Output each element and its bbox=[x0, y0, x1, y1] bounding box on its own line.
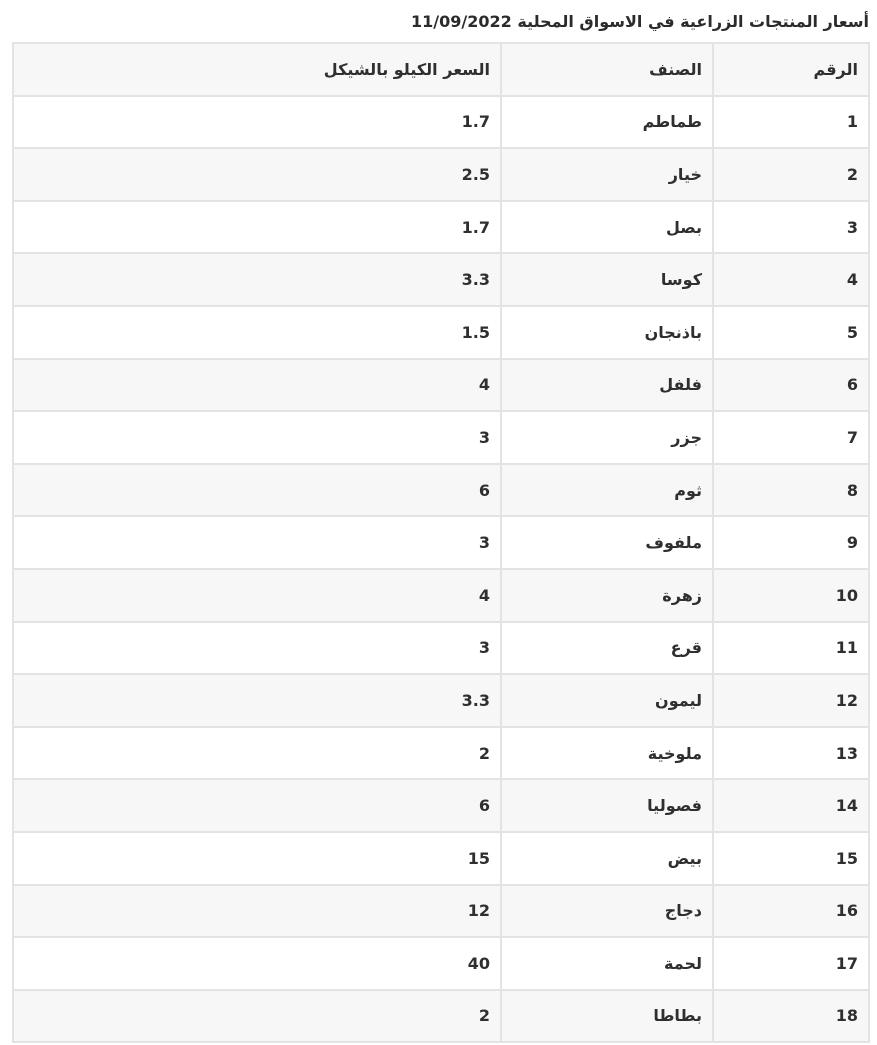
table-row bbox=[13, 622, 869, 675]
table-row bbox=[13, 516, 869, 569]
cell-price: 1.7 bbox=[13, 96, 501, 149]
cell-price: 40 bbox=[13, 937, 501, 990]
cell-number: 7 bbox=[713, 411, 869, 464]
cell-number: 16 bbox=[713, 885, 869, 938]
table-row bbox=[13, 96, 869, 149]
cell-item: جزر bbox=[501, 411, 713, 464]
cell-number: 18 bbox=[713, 990, 869, 1043]
header-price: السعر الكيلو بالشيكل bbox=[13, 43, 501, 96]
cell-number: 6 bbox=[713, 359, 869, 412]
cell-item: خيار bbox=[501, 148, 713, 201]
cell-price: 6 bbox=[13, 464, 501, 517]
table-row bbox=[13, 359, 869, 412]
cell-item: فلفل bbox=[501, 359, 713, 412]
cell-price: 1.7 bbox=[13, 201, 501, 254]
cell-price: 15 bbox=[13, 832, 501, 885]
cell-number: 13 bbox=[713, 727, 869, 780]
cell-number: 8 bbox=[713, 464, 869, 517]
table-row bbox=[13, 727, 869, 780]
cell-price: 2.5 bbox=[13, 148, 501, 201]
table-row bbox=[13, 201, 869, 254]
cell-item: قرع bbox=[501, 622, 713, 675]
cell-item: ثوم bbox=[501, 464, 713, 517]
cell-price: 12 bbox=[13, 885, 501, 938]
cell-price: 3 bbox=[13, 411, 501, 464]
cell-number: 5 bbox=[713, 306, 869, 359]
cell-number: 14 bbox=[713, 779, 869, 832]
cell-price: 4 bbox=[13, 569, 501, 622]
cell-item: ليمون bbox=[501, 674, 713, 727]
prices-table bbox=[12, 42, 870, 1043]
table-row bbox=[13, 464, 869, 517]
table-row bbox=[13, 779, 869, 832]
header-item: الصنف bbox=[501, 43, 713, 96]
cell-number: 15 bbox=[713, 832, 869, 885]
table-row bbox=[13, 937, 869, 990]
cell-item: طماطم bbox=[501, 96, 713, 149]
cell-item: ملفوف bbox=[501, 516, 713, 569]
page-title: أسعار المنتجات الزراعية في الاسواق المحلية 11/09/2022 bbox=[411, 12, 869, 31]
cell-number: 4 bbox=[713, 253, 869, 306]
cell-item: بطاطا bbox=[501, 990, 713, 1043]
cell-price: 2 bbox=[13, 990, 501, 1043]
cell-price: 6 bbox=[13, 779, 501, 832]
cell-item: كوسا bbox=[501, 253, 713, 306]
table-row bbox=[13, 885, 869, 938]
cell-item: دجاج bbox=[501, 885, 713, 938]
cell-number: 9 bbox=[713, 516, 869, 569]
table-row bbox=[13, 411, 869, 464]
cell-item: باذنجان bbox=[501, 306, 713, 359]
cell-item: ملوخية bbox=[501, 727, 713, 780]
table-row bbox=[13, 569, 869, 622]
cell-number: 17 bbox=[713, 937, 869, 990]
table-row bbox=[13, 674, 869, 727]
cell-price: 1.5 bbox=[13, 306, 501, 359]
table-header-row bbox=[13, 43, 869, 96]
cell-number: 10 bbox=[713, 569, 869, 622]
cell-number: 1 bbox=[713, 96, 869, 149]
cell-price: 3 bbox=[13, 622, 501, 675]
cell-number: 3 bbox=[713, 201, 869, 254]
cell-item: زهرة bbox=[501, 569, 713, 622]
cell-item: بصل bbox=[501, 201, 713, 254]
cell-item: لحمة bbox=[501, 937, 713, 990]
cell-number: 11 bbox=[713, 622, 869, 675]
cell-price: 2 bbox=[13, 727, 501, 780]
cell-price: 3 bbox=[13, 516, 501, 569]
table-row bbox=[13, 990, 869, 1043]
table-row bbox=[13, 148, 869, 201]
cell-price: 4 bbox=[13, 359, 501, 412]
cell-price: 3.3 bbox=[13, 253, 501, 306]
cell-item: فصوليا bbox=[501, 779, 713, 832]
cell-number: 12 bbox=[713, 674, 869, 727]
cell-price: 3.3 bbox=[13, 674, 501, 727]
table-row bbox=[13, 253, 869, 306]
table-body bbox=[13, 43, 869, 1042]
cell-item: بيض bbox=[501, 832, 713, 885]
cell-number: 2 bbox=[713, 148, 869, 201]
table-row bbox=[13, 306, 869, 359]
header-number: الرقم bbox=[713, 43, 869, 96]
table-row bbox=[13, 832, 869, 885]
